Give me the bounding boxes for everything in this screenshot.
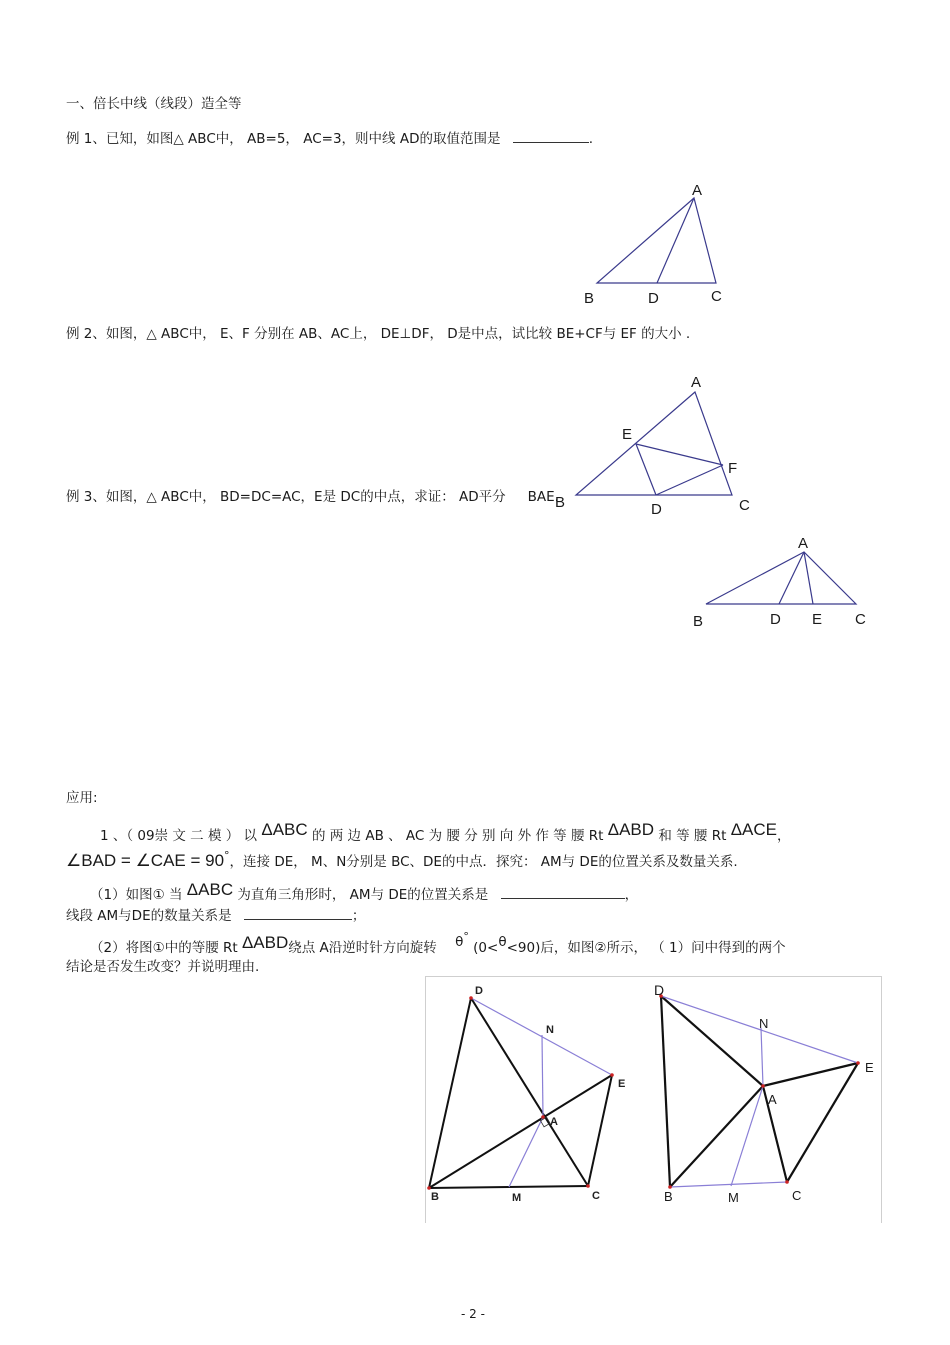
fig3-label-e: E — [812, 611, 823, 628]
degree-symbol: ° — [224, 849, 230, 862]
q2-range-end: <90)后，如图②所示， （ 1）问中得到的两个 — [506, 940, 786, 956]
application-title: 应用: — [66, 790, 98, 806]
fig3-label-a: A — [798, 535, 809, 552]
section-title: 一、倍长中线（线段）造全等 — [66, 96, 242, 112]
fig4-label-a: A — [550, 1116, 558, 1128]
theta-symbol: θ — [455, 934, 464, 950]
question-2-line-2: 结论是否发生改变？并说明理由. — [66, 959, 260, 975]
fig1-label-d: D — [648, 290, 659, 307]
app1-comma: ， — [777, 828, 791, 844]
page-number: - 2 - — [461, 1307, 485, 1321]
theta-symbol-2: θ — [498, 934, 507, 950]
example-1-text: 例 1、已知，如图△ ABC中， AB=5， AC=3，则中线 AD的取值范围是 — [66, 131, 501, 147]
app1-mid: 的 两 边 AB 、 AC 为 腰 分 别 向 外 作 等 腰 Rt — [311, 828, 604, 844]
q2-text: 绕点 A沿逆时针方向旋转 — [288, 940, 437, 956]
fig5-label-n: N — [759, 1016, 769, 1031]
fig5-db — [661, 996, 670, 1187]
fig5-ae — [763, 1063, 858, 1086]
fig4-label-m: M — [512, 1192, 522, 1204]
fig5-label-m: M — [728, 1190, 739, 1205]
fig5-label-e: E — [865, 1060, 874, 1075]
q2-intro: （2）将图①中的等腰 Rt — [90, 940, 238, 956]
fig5-da — [661, 996, 763, 1086]
fig5-point-e — [856, 1061, 860, 1065]
q1-comma: ， — [624, 887, 639, 903]
example-1-period: . — [588, 131, 594, 147]
triangle-ace: ΔACE — [730, 820, 778, 839]
fig5-point-a — [761, 1084, 765, 1088]
fig3-label-b: B — [693, 613, 704, 630]
q1-text: 为直角三角形时， AM与 DE的位置关系是 — [237, 887, 489, 903]
fig1-label-c: C — [711, 288, 722, 305]
app1-line2-text: ，连接 DE， M、N分别是 BC、DE的中点．探究： AM与 DE的位置关系及数量关系. — [229, 854, 738, 870]
q1-intro: （1）如图① 当 — [90, 887, 183, 903]
triangle-abd: ΔABD — [607, 820, 655, 839]
fig5-point-c — [785, 1180, 789, 1184]
fig3-label-d: D — [770, 611, 781, 628]
q2-triangle-abd: ΔABD — [241, 933, 289, 952]
fig5-label-c: C — [792, 1188, 802, 1203]
q2-range-start: (0< — [473, 940, 499, 956]
triangle-abc: ΔABC — [261, 820, 308, 839]
example-3-text-end: BAE. — [527, 489, 559, 505]
fig4-label-e: E — [618, 1078, 626, 1090]
app1-mid2: 和 等 腰 Rt — [658, 828, 727, 844]
example-3-text: 例 3、如图，△ ABC中， BD=DC=AC，E是 DC的中点，求证： AD平分 — [66, 489, 506, 505]
app1-intro: 1 、（ 09崇 文 二 模 ） 以 — [100, 828, 258, 844]
fig5-label-d: D — [654, 982, 665, 998]
fig5-label-b: B — [664, 1189, 673, 1204]
fig5-ec — [787, 1063, 858, 1182]
fig1-label-b: B — [584, 290, 595, 307]
fig2-label-b: B — [555, 494, 566, 511]
angle-equation: ∠BAD = ∠CAE = 90 — [66, 851, 225, 870]
fig4-label-c: C — [592, 1190, 600, 1202]
fig5-bc — [670, 1182, 787, 1187]
fig2-label-f: F — [728, 460, 738, 477]
fig5-ba — [670, 1086, 763, 1187]
fig5-na — [761, 1028, 763, 1086]
fig5-label-a: A — [768, 1092, 777, 1107]
q1-triangle-abc: ΔABC — [186, 880, 234, 899]
fig3-label-c: C — [855, 611, 866, 628]
fig2-label-a: A — [691, 374, 702, 391]
fig4-label-b: B — [431, 1191, 439, 1203]
q2-degree: ° — [463, 930, 469, 943]
fig2-label-d: D — [651, 501, 662, 518]
fig4-label-n: N — [546, 1024, 554, 1036]
example-2: 例 2、如图，△ ABC中， E、F 分别在 AB、AC上， DE⊥DF， D是中点，试比较 BE+CF与 EF 的大小 . — [66, 326, 691, 342]
fig2-label-c: C — [739, 497, 750, 514]
fig1-label-a: A — [692, 182, 703, 199]
q1-semicolon: ； — [351, 908, 366, 924]
fig4-label-d: D — [475, 985, 483, 997]
fig2-label-e: E — [622, 426, 633, 443]
q1-line2-text: 线段 AM与DE的数量关系是 — [66, 908, 232, 924]
fig5-am — [731, 1086, 763, 1186]
